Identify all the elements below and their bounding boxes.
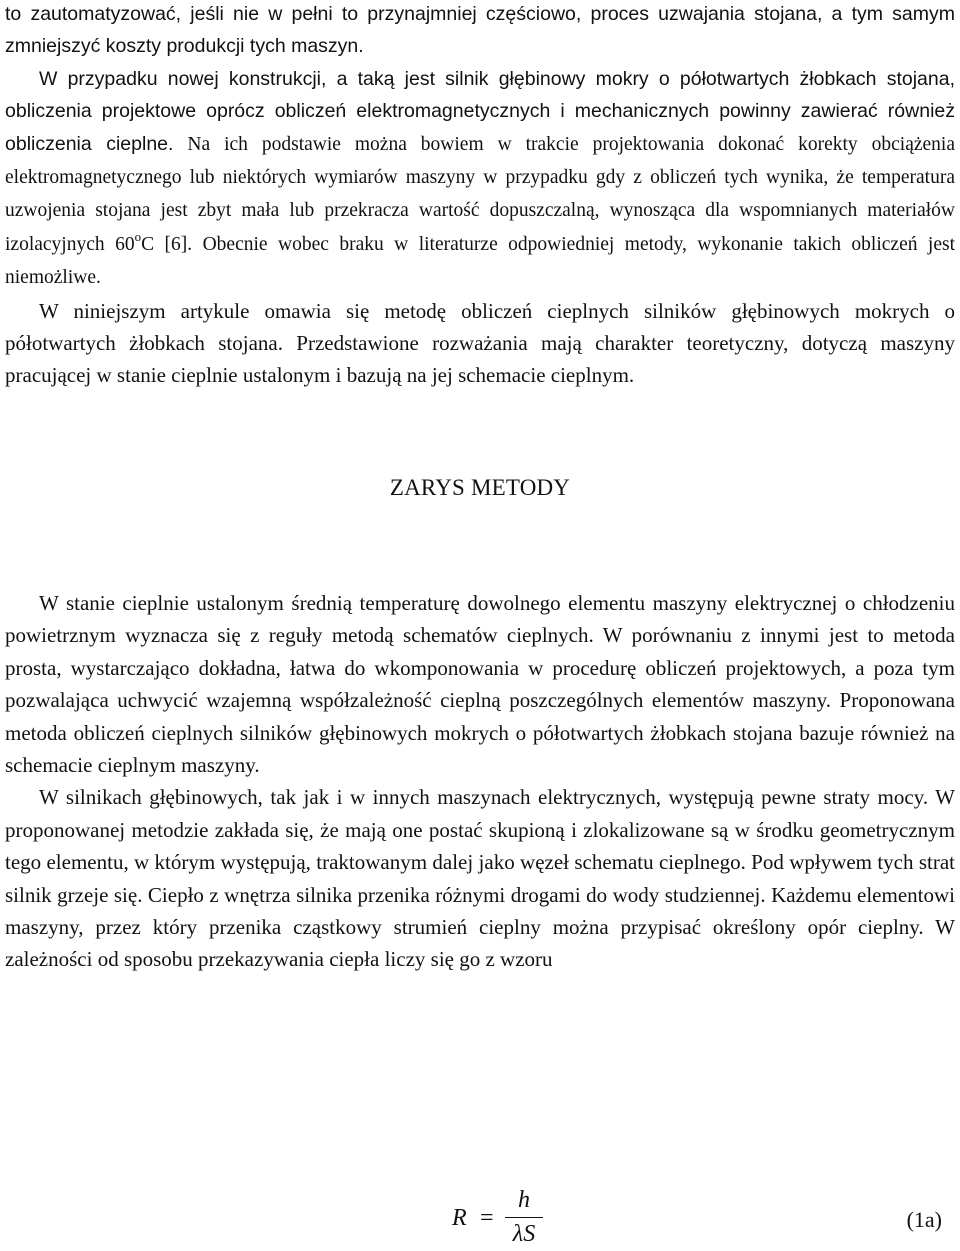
document-page — [5, 0, 955, 976]
equation-number: (1a) — [906, 1207, 942, 1232]
paragraph-new-construction-lead: W przypadku nowej konstrukcji, a taką jest silnik głębinowy mokry o półotwartych żłobkach stojana, obliczenia projektowe oprócz obliczeń elektromagnetycznych i mechanicznych powinny zawierać również obliczenia cieplne. — [5, 67, 955, 155]
temperature-text-after: C [6]. Obecnie wobec braku w literaturze odpowiedniej metody, wykonanie takich obliczeń jest niemożliwe. — [5, 233, 955, 289]
paragraph-method-overview: W stanie cieplnie ustalonym średnią temperaturę dowolnego elementu maszyny elektrycznej o chłodzeniu powietrznym wyznacza się z reguły metodą schematów cieplnych. W porównaniu z innymi jest to metoda prosta, wystarczająco dokładna, łatwa do wkomponowania w procedurę obliczeń projektowych, a poza tym pozwalająca uchwycić wzajemną współzależność cieplną poszczególnych elementów maszyny. Proponowana metoda obliczeń cieplnych silników głębinowych mokrych o półotwartych żłobkach stojana bazuje również na schemacie cieplnym maszyny. — [5, 590, 955, 777]
temperature-text-before: Na ich podstawie można bowiem w trakcie projektowania dokonać korekty obciążenia elektromagnetycznego lub niektórych wymiarów maszyny w przypadku gdy z obliczeń tych wynika, że temperatura uzwojenia stojana jest zbyt mała lub przekracza wartość dopuszczalną, wynosząca dla wspomnianych materiałów izolacyjnych 60 — [5, 133, 955, 255]
formula-lhs: R — [452, 1205, 467, 1231]
formula-numerator: h — [518, 1187, 530, 1213]
paragraph-article-scope: W niniejszym artykule omawia się metodę obliczeń cieplnych silników głębinowych mokrych o półotwartych żłobkach stojana. Przedstawione rozważania mają charakter teoretyczny, dotyczą maszyny pracującej w stanie cieplnie ustalonym i bazują na jej schemacie cieplnym. — [5, 298, 955, 388]
paragraph-new-construction-tail — [5, 134, 955, 289]
section-body — [5, 587, 955, 976]
degree-superscript: o — [134, 228, 142, 244]
formula-fraction — [503, 1185, 545, 1250]
section-heading: ZARYS METODY — [389, 474, 571, 500]
paragraph-intro: to zautomatyzować, jeśli nie w pełni to przynajmniej częściowo, proces uzwajania stojana, a tym samym zmniejszyć koszty produkcji tych maszyn. — [5, 3, 955, 58]
formula-equals: = — [480, 1205, 494, 1231]
formula-1a — [0, 1185, 950, 1251]
paragraph-power-losses: W silnikach głębinowych, tak jak i w innych maszynach elektrycznych, występują pewne straty mocy. W proponowanej metodzie zakłada się, że mają one postać skupioną i zlokalizowane są w środku geometrycznym tego elementu, w którym występują, traktowanym dalej jako węzeł schematu cieplnego. Pod wpływem tych strat silnik grzeje się. Ciepło z wnętrza silnika przenika różnymi drogami do wody studziennej. Każdemu elementowi maszyny, przez który przenika cząstkowy strumień cieplny można przypisać określony opór cieplny. W zależności od sposobu przekazywania ciepła liczy się go z wzoru — [5, 785, 955, 972]
formula-denominator: λS — [512, 1221, 536, 1247]
paragraph-new-construction — [5, 63, 955, 295]
